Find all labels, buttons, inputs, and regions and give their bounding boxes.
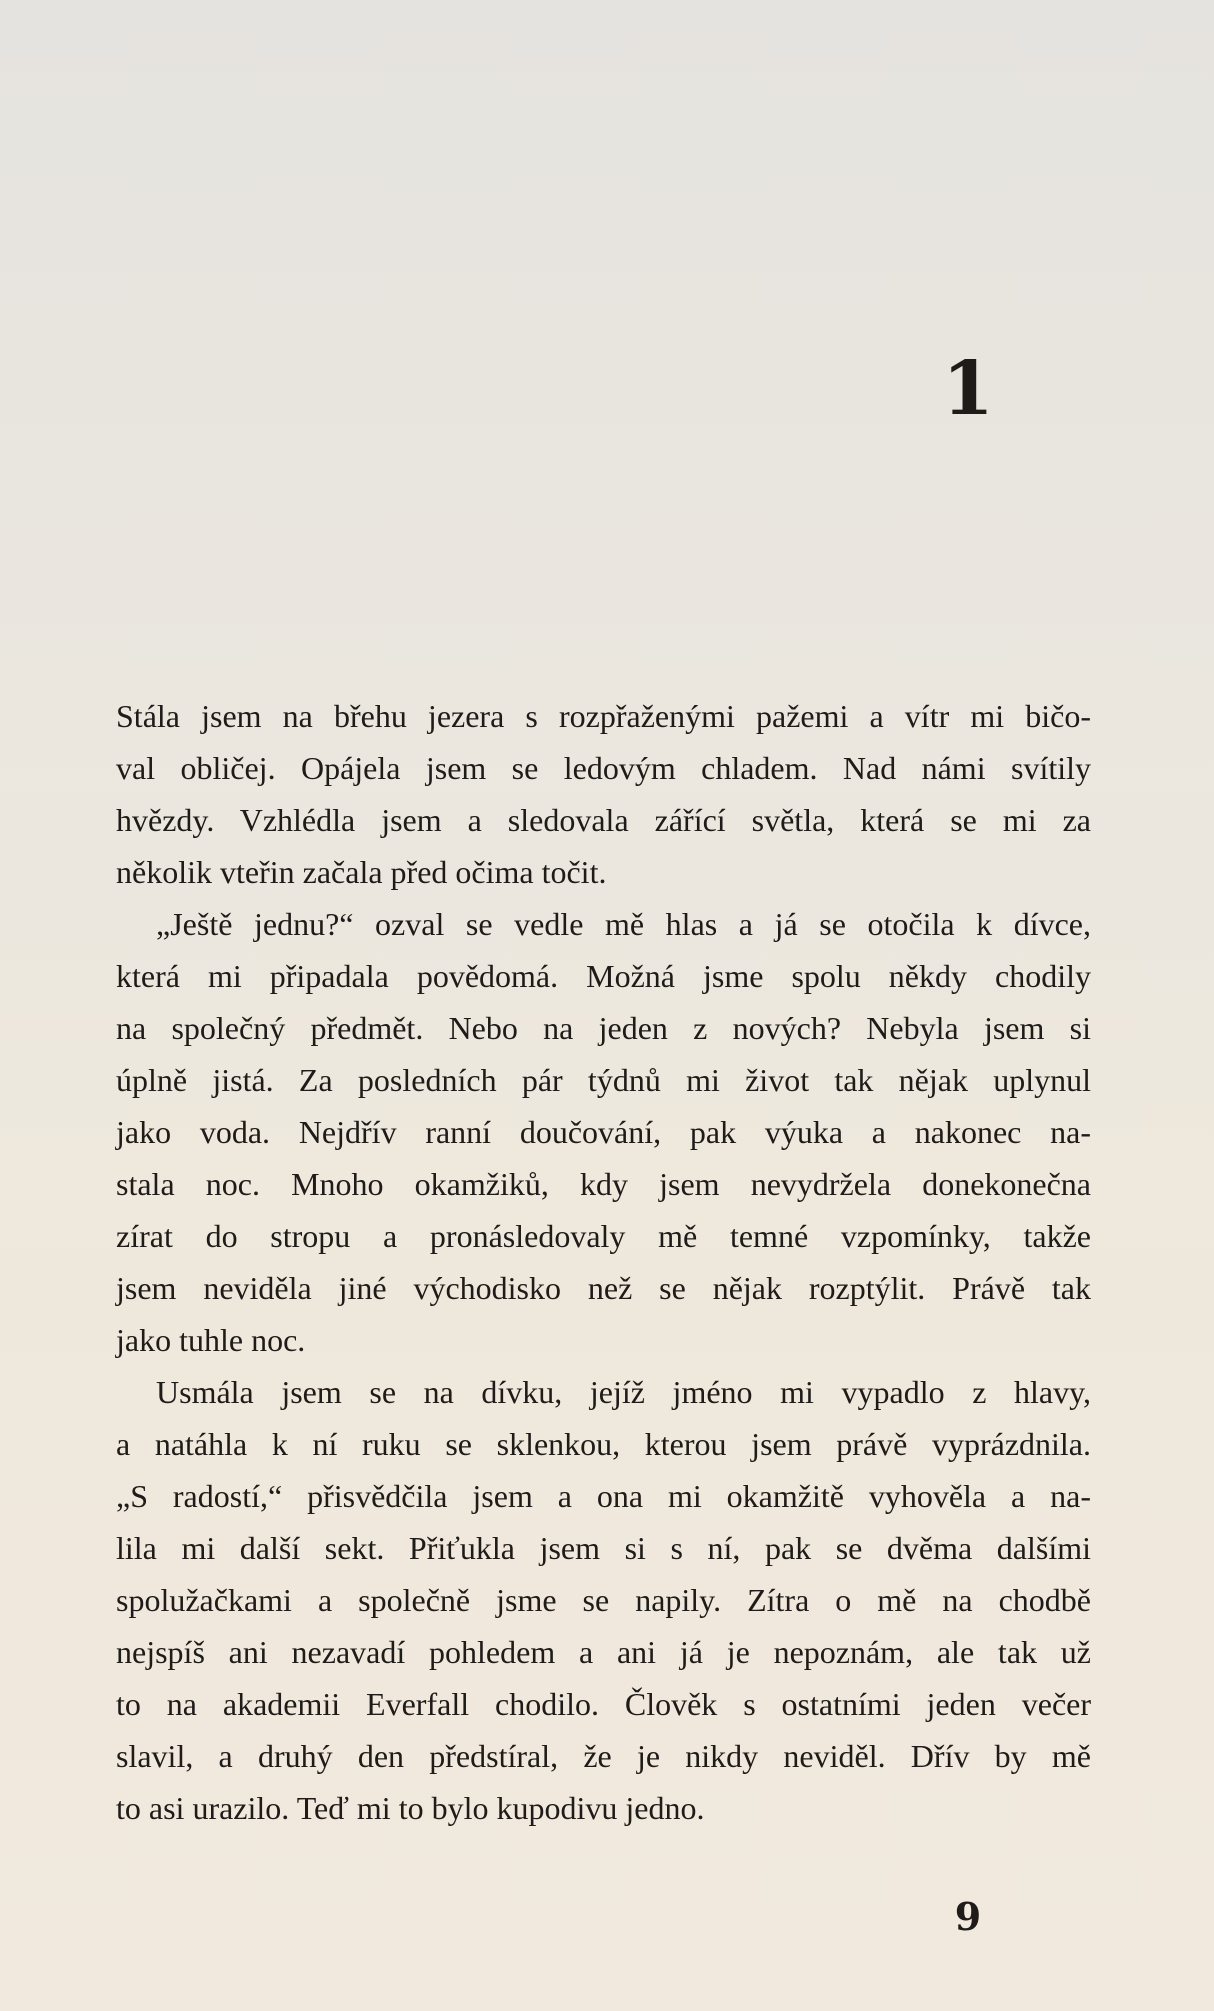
text-line: hvězdy. Vzhlédla jsem a sledovala zářící světla, která se mi za bbox=[116, 802, 1091, 838]
chapter-number: 1 bbox=[942, 346, 994, 432]
text-line: lila mi další sekt. Přiťukla jsem si s ní, pak se dvěma dalšími bbox=[116, 1530, 1091, 1566]
text-line: na společný předmět. Nebo na jeden z nových? Nebyla jsem si bbox=[116, 1010, 1091, 1046]
text-line: stala noc. Mnoho okamžiků, kdy jsem nevydržela donekonečna bbox=[116, 1166, 1091, 1202]
text-line: Usmála jsem se na dívku, jejíž jméno mi vypadlo z hlavy, bbox=[156, 1374, 1091, 1410]
text-line: to na akademii Everfall chodilo. Člověk s ostatními jeden večer bbox=[116, 1686, 1091, 1722]
text-line: nejspíš ani nezavadí pohledem a ani já je nepoznám, ale tak už bbox=[116, 1634, 1091, 1670]
text-line: spolužačkami a společně jsme se napily. Zítra o mě na chodbě bbox=[116, 1582, 1091, 1618]
chapter-body-text bbox=[116, 690, 1091, 1834]
text-line: která mi připadala povědomá. Možná jsme spolu někdy chodily bbox=[116, 958, 1091, 994]
text-line: „S radostí,“ přisvědčila jsem a ona mi okamžitě vyhověla a na- bbox=[116, 1478, 1091, 1514]
text-line: úplně jistá. Za posledních pár týdnů mi život tak nějak uplynul bbox=[116, 1062, 1091, 1098]
text-line: val obličej. Opájela jsem se ledovým chladem. Nad námi svítily bbox=[116, 750, 1091, 786]
text-line: několik vteřin začala před očima točit. bbox=[116, 854, 607, 890]
text-line: slavil, a druhý den předstíral, že je nikdy neviděl. Dřív by mě bbox=[116, 1738, 1091, 1774]
text-line: jako voda. Nejdřív ranní doučování, pak výuka a nakonec na- bbox=[116, 1114, 1091, 1150]
text-line: zírat do stropu a pronásledovaly mě temné vzpomínky, takže bbox=[116, 1218, 1091, 1254]
text-line: jako tuhle noc. bbox=[116, 1322, 306, 1358]
text-line: Stála jsem na břehu jezera s rozpřaženými pažemi a vítr mi bičo- bbox=[116, 698, 1091, 734]
page-number: 9 bbox=[954, 1894, 982, 1939]
text-line: jsem neviděla jiné východisko než se nějak rozptýlit. Právě tak bbox=[116, 1270, 1091, 1306]
text-line: „Ještě jednu?“ ozval se vedle mě hlas a já se otočila k dívce, bbox=[156, 906, 1091, 942]
text-line: to asi urazilo. Teď mi to bylo kupodivu jedno. bbox=[116, 1790, 705, 1826]
text-line: a natáhla k ní ruku se sklenkou, kterou jsem právě vyprázdnila. bbox=[116, 1426, 1091, 1462]
